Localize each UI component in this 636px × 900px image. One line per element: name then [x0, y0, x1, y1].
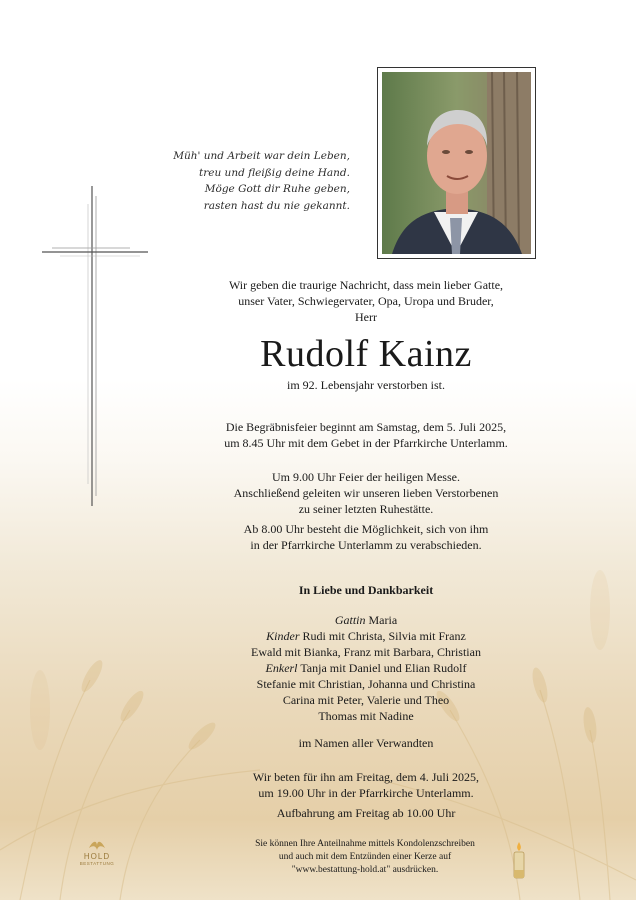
candle-icon: [508, 840, 530, 880]
mass-line: zu seiner letzten Ruhestätte.: [298, 502, 434, 516]
funeral-line: Die Begräbnisfeier beginnt am Samstag, dem 5. Juli 2025,: [225, 420, 507, 434]
love-heading: In Liebe und Dankbarkeit: [298, 583, 434, 597]
family-line: Stefanie mit Christian, Johanna und Christina: [256, 677, 476, 691]
children-label: Kinder: [266, 629, 300, 643]
logo-name: HOLD: [83, 852, 111, 861]
intro-text: [196, 277, 536, 325]
prayer-line: um 19.00 Uhr in der Pfarrkirche Unterlamm.: [258, 786, 474, 800]
family-line: Carina mit Peter, Valerie und Theo: [282, 693, 450, 707]
family-line-children: [196, 628, 536, 644]
mass-line: Anschließend geleiten wir unseren lieben Verstorbenen: [233, 486, 499, 500]
family-line-grandchildren: [196, 660, 536, 676]
relatives-text: im Namen aller Verwandten: [298, 736, 434, 750]
funeral-home-logo: [72, 838, 122, 866]
grandchildren-label: Enkerl: [265, 661, 298, 675]
condolence-line: und auch mit dem Entzünden einer Kerze auf: [278, 852, 452, 862]
children-names: Rudi mit Christa, Silvia mit Franz: [299, 629, 466, 643]
condolence-note: [220, 838, 510, 877]
family-line: Thomas mit Nadine: [318, 709, 414, 723]
portrait-frame: [377, 67, 536, 259]
family-list: [196, 612, 536, 724]
funeral-info: [196, 419, 536, 451]
age-text: im 92. Lebensjahr verstorben ist.: [287, 378, 445, 392]
wife-name: Maria: [365, 613, 398, 627]
poem-line: rasten hast du nie gekannt.: [203, 199, 350, 212]
laying-out-info: Aufbahrung am Freitag ab 10.00 Uhr: [276, 806, 456, 820]
mass-line: Um 9.00 Uhr Feier der heiligen Messe.: [272, 470, 460, 484]
family-line-wife: [196, 612, 536, 628]
intro-line: Herr: [355, 310, 377, 324]
logo-sub: BESTATTUNG: [79, 861, 115, 866]
condolence-line: Sie können Ihre Anteilnahme mittels Kondolenzschreiben: [255, 839, 475, 849]
family-line: Ewald mit Bianka, Franz mit Barbara, Christian: [251, 645, 481, 659]
intro-line: Wir geben die traurige Nachricht, dass mein lieber Gatte,: [228, 278, 504, 292]
poem-line: Müh' und Arbeit war dein Leben,: [173, 150, 350, 162]
funeral-line: um 8.45 Uhr mit dem Gebet in der Pfarrkirche Unterlamm.: [224, 436, 508, 450]
cross-icon: [40, 184, 150, 508]
deceased-name: Rudolf Kainz: [260, 333, 472, 375]
poem-line: Möge Gott dir Ruhe geben,: [204, 183, 350, 195]
farewell-info: [196, 521, 536, 553]
prayer-line: Wir beten für ihn am Freitag, dem 4. Juli 2025,: [252, 770, 480, 784]
condolence-line: "www.bestattung-hold.at" ausdrücken.: [291, 865, 439, 875]
prayer-info: [196, 769, 536, 801]
dove-icon: [87, 838, 107, 852]
intro-line: unser Vater, Schwiegervater, Opa, Uropa und Bruder,: [238, 294, 494, 308]
farewell-line: in der Pfarrkirche Unterlamm zu verabschieden.: [250, 538, 482, 552]
poem-line: treu und fleißig deine Hand.: [199, 166, 350, 179]
grandchildren-names: Tanja mit Daniel und Elian Rudolf: [297, 661, 467, 675]
poem: [160, 148, 350, 214]
wife-label: Gattin: [334, 613, 366, 627]
portrait-photo: [382, 72, 531, 254]
farewell-line: Ab 8.00 Uhr besteht die Möglichkeit, sich von ihm: [243, 522, 489, 536]
mass-info: [196, 469, 536, 517]
